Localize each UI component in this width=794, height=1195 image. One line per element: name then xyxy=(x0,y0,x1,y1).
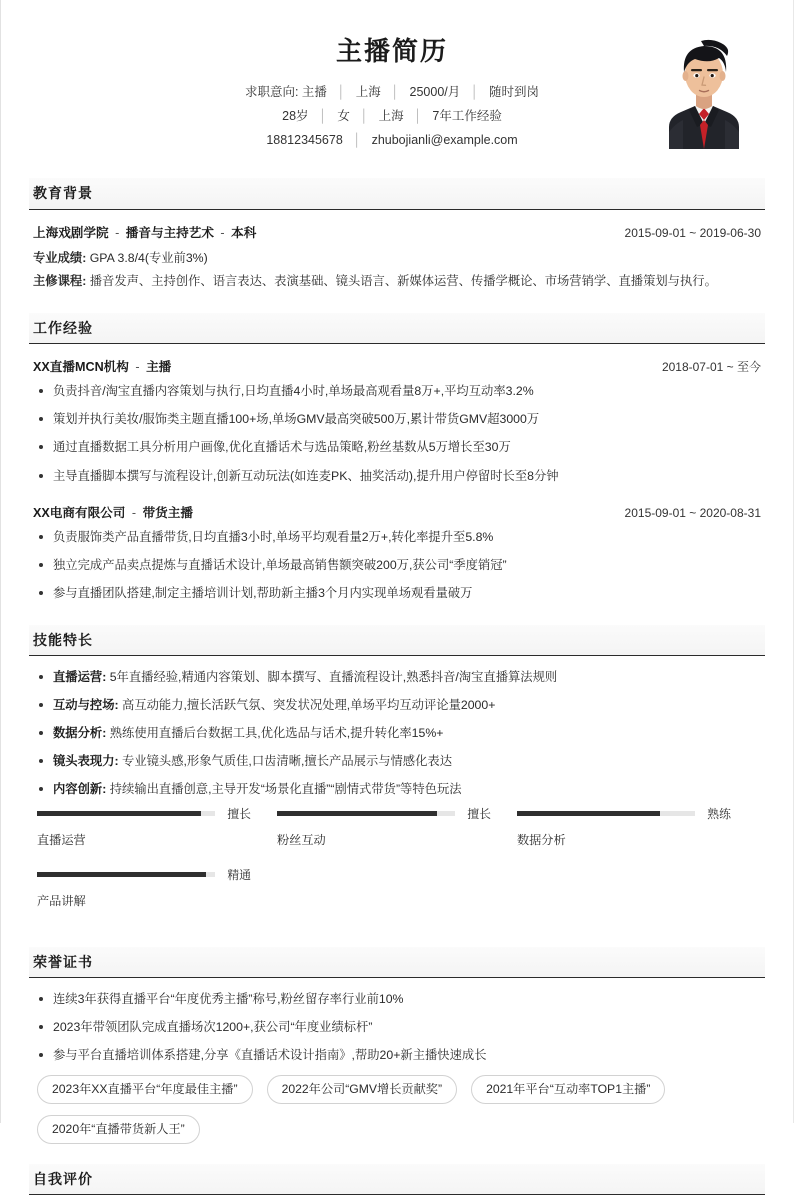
skill-bar-track xyxy=(517,811,695,816)
skill-bar-label: 直播运营 xyxy=(37,833,86,848)
list-item xyxy=(33,724,761,743)
list-item: 负责抖音/淘宝直播内容策划与执行,日均直播4小时,单场最高观看量8万+,平均互动率3.2% xyxy=(33,382,761,401)
school-name: 上海戏剧学院 xyxy=(33,225,109,240)
section-body-education xyxy=(29,210,765,306)
work-entry-head xyxy=(33,356,761,375)
section-body-work xyxy=(29,344,765,616)
skill-bar-track xyxy=(37,811,215,816)
skill-bar-row xyxy=(277,805,491,822)
section-skills xyxy=(29,625,765,939)
personal-gender: 女 xyxy=(337,108,350,123)
work-bullets xyxy=(33,528,761,603)
skill-bar-cell xyxy=(37,805,277,848)
skill-bar-label: 数据分析 xyxy=(516,833,566,848)
education-entry xyxy=(33,222,761,292)
list-item: 独立完成产品卖点提炼与直播话术设计,单场最高销售额突破200万,获公司“季度销冠” xyxy=(33,556,761,575)
skill-label: 内容创新: xyxy=(53,782,107,797)
honor-tag-list xyxy=(33,1067,761,1147)
section-body-skills xyxy=(29,656,765,939)
skill-bar-track xyxy=(37,872,215,877)
intent-role: 主播 xyxy=(301,85,327,100)
education-entry-head xyxy=(33,222,761,241)
phone-number[interactable]: 18812345678 xyxy=(266,132,343,147)
work-entry xyxy=(33,356,761,485)
section-honors xyxy=(29,947,765,1156)
skill-bar-level: 熟练 xyxy=(707,807,731,822)
separator-icon: │ xyxy=(414,108,422,123)
section-title: 工作经验 xyxy=(33,320,93,337)
page-title: 主播简历 xyxy=(335,36,448,66)
work-title xyxy=(33,356,171,375)
major-name: 播音与主持艺术 xyxy=(125,225,214,240)
avatar-illustration xyxy=(649,24,759,149)
courses-value: 播音发声、主持创作、语言表达、表演基础、镜头语言、新媒体运营、传播学概论、市场营销学、直播策划与执行。 xyxy=(89,273,717,288)
education-courses-line xyxy=(33,271,761,291)
contact-line-reach xyxy=(29,129,755,153)
skill-bar-label: 产品讲解 xyxy=(37,894,86,909)
honor-tag[interactable]: 2022年公司“GMV增长贡献奖” xyxy=(267,1075,458,1104)
section-work xyxy=(29,313,765,617)
skill-bar-fill xyxy=(37,872,206,877)
list-item xyxy=(33,752,761,771)
skill-label: 直播运营: xyxy=(53,669,107,684)
list-item: 连续3年获得直播平台“年度优秀主播”称号,粉丝留存率行业前10% xyxy=(33,990,761,1009)
skill-bar-level: 精通 xyxy=(227,868,251,883)
skill-bar-level: 擅长 xyxy=(467,807,491,822)
list-item: 通过直播数据工具分析用户画像,优化直播话术与选品策略,粉丝基数从5万增长至30万 xyxy=(33,438,761,457)
list-item: 主导直播脚本撰写与流程设计,创新互动玩法(如连麦PK、抽奖活动),提升用户停留时长至8分钟 xyxy=(33,467,761,486)
skill-bar-cell xyxy=(277,805,517,848)
skill-label: 数据分析: xyxy=(53,725,107,740)
honor-tag[interactable]: 2020年“直播带货新人王” xyxy=(37,1115,200,1144)
degree-name: 本科 xyxy=(231,225,257,240)
skill-desc: 持续输出直播创意,主导开发“场景化直播”“剧情式带货”等特色玩法 xyxy=(109,782,462,797)
dash-separator: - xyxy=(115,225,120,240)
list-item xyxy=(33,696,761,715)
skill-desc: 5年直播经验,精通内容策划、脚本撰写、直播流程设计,熟悉抖音/淘宝直播算法规则 xyxy=(109,669,558,684)
company-name: XX直播MCN机构 xyxy=(33,360,129,375)
section-header-education xyxy=(29,178,765,209)
work-date: 2015-09-01 ~ 2020-08-31 xyxy=(624,505,761,520)
list-item: 参与直播团队搭建,制定主播培训计划,帮助新主播3个月内实现单场观看量破万 xyxy=(33,584,761,603)
contact-line-intent xyxy=(29,81,755,105)
resume-header xyxy=(29,18,765,170)
skill-bar-row xyxy=(37,805,251,822)
honor-tag[interactable]: 2023年XX直播平台“年度最佳主播” xyxy=(37,1075,253,1104)
list-item xyxy=(33,668,761,687)
section-body-honors xyxy=(29,978,765,1155)
section-title: 教育背景 xyxy=(33,185,93,202)
list-item xyxy=(33,780,761,799)
dash-separator: - xyxy=(220,225,225,240)
skill-label: 镜头表现力: xyxy=(53,754,119,769)
separator-icon: │ xyxy=(319,108,327,123)
section-title: 技能特长 xyxy=(33,631,93,648)
work-entry-head xyxy=(33,502,761,521)
skill-desc: 专业镜头感,形象气质佳,口齿清晰,擅长产品展示与情感化表达 xyxy=(122,754,452,769)
education-date: 2015-09-01 ~ 2019-06-30 xyxy=(624,225,761,240)
courses-label: 主修课程: xyxy=(33,273,87,288)
personal-age: 28岁 xyxy=(282,108,309,123)
section-header-honors xyxy=(29,947,765,978)
job-role: 主播 xyxy=(146,360,172,375)
list-item: 负责服饰类产品直播带货,日均直播3小时,单场平均观看量2万+,转化率提升至5.8% xyxy=(33,528,761,547)
section-education xyxy=(29,178,765,305)
work-entry xyxy=(33,502,761,603)
avatar xyxy=(649,24,759,149)
intent-label: 求职意向: xyxy=(244,85,299,100)
dash-separator: - xyxy=(131,505,137,520)
work-date: 2018-07-01 ~ 至今 xyxy=(661,360,761,375)
work-bullets xyxy=(33,382,761,485)
skill-bar-cell xyxy=(37,866,277,909)
dash-separator: - xyxy=(135,360,140,375)
skill-desc: 高互动能力,擅长活跃气氛、突发状况处理,单场平均互动评论量2000+ xyxy=(122,697,496,712)
contact-line-personal xyxy=(29,105,755,129)
job-role: 带货主播 xyxy=(142,505,193,520)
skill-bar-label: 粉丝互动 xyxy=(276,833,326,848)
skill-bar-fill xyxy=(37,811,201,816)
section-title: 荣誉证书 xyxy=(33,954,93,971)
list-item: 策划并执行美妆/服饰类主题直播100+场,单场GMV最高突破500万,累计带货GMV超3000万 xyxy=(33,410,761,429)
separator-icon: │ xyxy=(337,85,346,100)
skill-bullets xyxy=(33,668,761,799)
email-address[interactable]: zhubojianli@example.com xyxy=(371,132,518,147)
gpa-label: 专业成绩: xyxy=(33,250,87,265)
list-item: 参与平台直播培训体系搭建,分享《直播话术设计指南》,帮助20+新主播快速成长 xyxy=(33,1046,761,1065)
intent-city: 上海 xyxy=(355,85,381,100)
section-header-self-evaluation xyxy=(29,1164,765,1195)
honor-tag[interactable]: 2021年平台“互动率TOP1主播” xyxy=(471,1075,665,1104)
list-item: 2023年带领团队完成直播场次1200+,获公司“年度业绩标杆” xyxy=(33,1018,761,1037)
skill-bar-row xyxy=(517,805,731,822)
separator-icon: │ xyxy=(391,85,400,100)
work-title xyxy=(33,502,193,521)
skill-desc: 熟练使用直播后台数据工具,优化选品与话术,提升转化率15%+ xyxy=(109,725,444,740)
skill-label: 互动与控场: xyxy=(53,697,119,712)
separator-icon: │ xyxy=(360,108,369,123)
section-title: 自我评价 xyxy=(33,1170,93,1187)
education-gpa-line xyxy=(33,248,761,268)
intent-availability: 随时到岗 xyxy=(489,85,540,100)
skill-bar-fill xyxy=(277,811,438,816)
personal-location: 上海 xyxy=(378,108,404,123)
skill-bar-grid xyxy=(33,801,761,931)
personal-experience: 7年工作经验 xyxy=(432,108,502,123)
company-name: XX电商有限公司 xyxy=(33,505,126,520)
separator-icon: │ xyxy=(353,132,362,147)
gpa-value: GPA 3.8/4(专业前3%) xyxy=(89,250,208,265)
separator-icon: │ xyxy=(470,85,479,100)
skill-bar-row xyxy=(37,866,251,883)
intent-salary: 25000/月 xyxy=(409,85,461,100)
education-title xyxy=(33,222,256,241)
section-header-skills xyxy=(29,625,765,656)
skill-bar-track xyxy=(277,811,455,816)
skill-bar-fill xyxy=(517,811,660,816)
section-header-work xyxy=(29,313,765,344)
skill-bar-level: 擅长 xyxy=(227,807,251,822)
section-self-evaluation xyxy=(29,1164,765,1195)
skill-bar-cell xyxy=(517,805,757,848)
honor-bullets xyxy=(33,990,761,1065)
